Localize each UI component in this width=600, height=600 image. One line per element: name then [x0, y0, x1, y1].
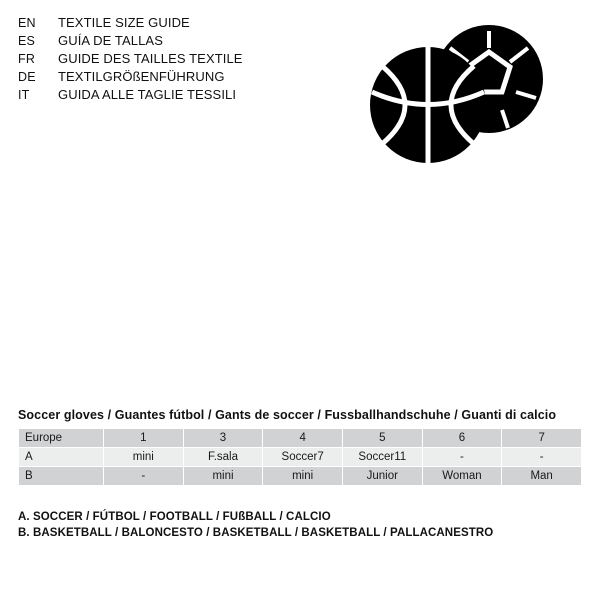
- table-header-cell: 7: [502, 429, 582, 448]
- table-cell: mini: [183, 467, 263, 486]
- size-table-title: Soccer gloves / Guantes fútbol / Gants de soccer / Fussballhandschuhe / Guanti di calcio: [18, 408, 557, 422]
- table-header-cell: Europe: [19, 429, 104, 448]
- ball-illustration: [358, 22, 558, 172]
- legend-row: [18, 32, 338, 50]
- footnotes: [18, 509, 582, 541]
- table-cell: -: [422, 448, 502, 467]
- legend-row: [18, 14, 338, 32]
- table-row-label: A: [19, 448, 104, 467]
- legend-language-code: FR: [18, 52, 36, 66]
- table-cell: Junior: [342, 467, 422, 486]
- table-row-label: B: [19, 467, 104, 486]
- legend-row: [18, 68, 338, 86]
- legend-language-label: GUÍA DE TALLAS: [58, 33, 163, 48]
- legend-row: [18, 50, 338, 68]
- language-legend: [18, 14, 338, 104]
- table-cell: mini: [104, 448, 184, 467]
- legend-language-code: EN: [18, 16, 36, 30]
- table-cell: Woman: [422, 467, 502, 486]
- table-header-cell: 1: [104, 429, 184, 448]
- footnote-b: B. BASKETBALL / BALONCESTO / BASKETBALL / BASKETBALL / PALLACANESTRO: [18, 527, 494, 539]
- size-table-block: [18, 408, 582, 486]
- table-header-cell: 3: [183, 429, 263, 448]
- table-row: [19, 467, 582, 486]
- table-cell: F.sala: [183, 448, 263, 467]
- legend-language-code: IT: [18, 88, 30, 102]
- legend-language-code: ES: [18, 34, 36, 48]
- legend-language-label: GUIDE DES TAILLES TEXTILE: [58, 51, 243, 66]
- size-table: [18, 428, 582, 486]
- table-header-cell: 4: [263, 429, 343, 448]
- legend-language-code: DE: [18, 70, 36, 84]
- table-cell: mini: [263, 467, 343, 486]
- table-header-row: [19, 429, 582, 448]
- table-cell: -: [104, 467, 184, 486]
- table-cell: Soccer11: [342, 448, 422, 467]
- legend-language-label: GUIDA ALLE TAGLIE TESSILI: [58, 87, 237, 102]
- legend-language-label: TEXTILGRÖßENFÜHRUNG: [58, 69, 225, 84]
- footnote-a: A. SOCCER / FÚTBOL / FOOTBALL / FUßBALL / CALCIO: [18, 511, 331, 523]
- table-cell: Man: [502, 467, 582, 486]
- basketball-icon: [370, 47, 486, 163]
- legend-language-label: TEXTILE SIZE GUIDE: [58, 15, 190, 30]
- table-header-cell: 6: [422, 429, 502, 448]
- table-cell: Soccer7: [263, 448, 343, 467]
- table-cell: -: [502, 448, 582, 467]
- legend-row: [18, 86, 338, 104]
- table-header-cell: 5: [342, 429, 422, 448]
- table-row: [19, 448, 582, 467]
